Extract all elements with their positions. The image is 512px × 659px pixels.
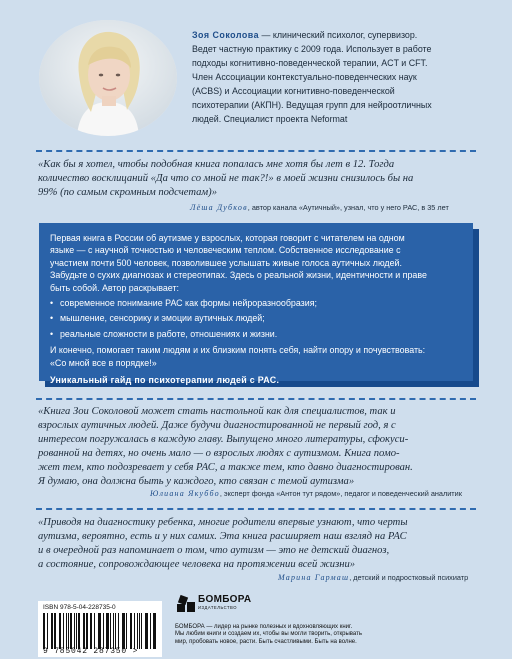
quote-line: «Приводя на диагностику ребенка, многие родители впервые узнают, что черты — [38, 517, 408, 528]
quote-line: а состояние, сопровождающее человека на протяжении всей жизни» — [38, 559, 356, 570]
quote-line: жет тем, кто подозревает у себя РАС, а также тем, кто давно диагностирован. — [38, 462, 413, 473]
barcode-bar — [91, 613, 92, 649]
list-item: • реальные сложности в работе, отношениях и жизни. — [50, 328, 463, 340]
quote-line: аутизма, вероятно, есть и у них самих. Эта книга расширяет наш взгляд на РАС — [38, 531, 407, 542]
bio-line: Ведет частную практику с 2009 года. Использует в работе — [192, 44, 432, 54]
quote-author-role: , автор канала «Аутичный», узнал, что у него РАС, в 35 лет — [247, 203, 449, 212]
quote-line: и в очередной раз напоминает о том, что аутизм — это не детский диагноз, — [38, 545, 390, 556]
list-item: • современное понимание РАС как формы нейроразнообразия; — [50, 297, 463, 309]
barcode-bar — [94, 613, 95, 649]
author-photo — [39, 20, 177, 136]
barcode-bar — [141, 613, 142, 649]
panel-intro-line: Первая книга в России об аутизме у взрослых, которая говорит с читателем на одном — [50, 233, 405, 243]
barcode-bar — [126, 613, 127, 649]
quote-line: взрослых аутичных людей. Даже будучи диагностированной не первый год, я с — [38, 420, 396, 431]
barcode-bar — [63, 613, 64, 649]
author-name: Зоя Соколова — [192, 30, 260, 40]
barcode-bar — [134, 613, 135, 649]
panel-outro-line: «Со мной все в порядке!» — [50, 357, 157, 368]
barcode-bar — [68, 613, 69, 649]
barcode-bar — [107, 613, 108, 649]
quote-line: «Книга Зои Соколовой может стать настольной как для специалистов, так и — [38, 406, 396, 417]
review-quote — [38, 405, 478, 489]
quote-line: количество восклицаний «Да что со мной не так?!» в моей жизни снизилось бы на — [38, 173, 414, 184]
quote-line: рованной на детях, но очень мало — о взрослых людях с аутизмом. Книга помо- — [38, 448, 400, 459]
barcode-bar — [78, 613, 80, 649]
quote-attribution — [150, 489, 462, 498]
panel-tagline: Уникальный гайд по психотерапии людей с РАС. — [50, 375, 280, 386]
barcode-bar — [86, 613, 87, 649]
panel-intro-line: Забудьте о сухих диагнозах и стереотипах. Здесь о реальной жизни, идентичности и праве — [50, 270, 427, 281]
barcode-digits: 9 785042 287350 > — [43, 647, 139, 656]
barcode-bar — [154, 613, 155, 649]
divider — [36, 150, 476, 152]
barcode-bar — [131, 613, 132, 649]
barcode-bars — [43, 613, 157, 649]
barcode — [38, 601, 162, 657]
publisher-desc-line: Мы любим книги и создаем их, чтобы вы могли творить, открывать — [175, 631, 362, 638]
quote-line: интересом погружалась в каждую главу. Выпущено много литературы, сфокуси- — [38, 434, 409, 445]
feature-list — [50, 297, 463, 340]
barcode-bar — [110, 613, 111, 649]
publisher-desc-line: мир, пробовать новое, расти. Быть счастливыми. Быть на волне. — [175, 638, 357, 645]
divider — [36, 508, 476, 510]
isbn-label: ISBN 978-5-04-228735-0 — [43, 604, 116, 611]
quote-attribution — [190, 203, 449, 212]
barcode-bar — [70, 613, 71, 649]
quote-author-role: , детский и подростковый психиатр — [349, 573, 469, 582]
bio-line: людей. Специалист проекта Neformat — [192, 114, 348, 124]
barcode-bar — [123, 613, 125, 649]
quote-line: 99% (по самым скромным подсчетам)» — [38, 187, 218, 198]
barcode-bar — [118, 613, 119, 649]
bio-line: (ACBS) и Ассоциации когнитивно-поведенческой — [192, 86, 395, 96]
barcode-bar — [76, 613, 77, 649]
quote-line: Я думаю, она должна быть у каждого, кто связан с темой аутизма» — [38, 476, 355, 487]
barcode-bar — [44, 613, 45, 649]
panel-intro-line: участием почти 500 человек, позволившее услышать живые голоса аутичных людей. — [50, 257, 402, 268]
barcode-bar — [103, 613, 104, 649]
barcode-bar — [115, 613, 116, 649]
list-item: • мышление, сенсорику и эмоции аутичных людей; — [50, 312, 463, 324]
author-bio — [192, 28, 492, 126]
bio-line: Член Ассоциации контекстуально-поведенческих наук — [192, 72, 417, 82]
quote-attribution — [278, 573, 468, 582]
panel-outro-line: И конечно, помогает таким людям и их близким понять себя, найти опору и почувствовать: — [50, 345, 426, 356]
description-panel — [39, 223, 473, 386]
panel-intro-line: языке — с научной точностью и человеческим теплом. Собственное исследование с — [50, 245, 401, 256]
review-quote — [38, 158, 478, 200]
publisher-name: БОМБОРА — [198, 594, 252, 605]
divider — [36, 398, 476, 400]
barcode-bar — [99, 613, 101, 649]
author-block — [0, 0, 512, 150]
bio-line: — клинический психолог, супервизор. — [259, 30, 418, 40]
quote-author: Марина Гармаш — [278, 573, 350, 582]
quote-author: Юлиана Якуббо — [150, 489, 220, 498]
barcode-bar — [150, 613, 151, 649]
barcode-bar — [60, 613, 61, 649]
publisher-desc-line: БОМБОРА — лидер на рынке полезных и вдохновляющих книг. — [175, 624, 353, 630]
bio-line: психотерапии (АКПН). Ведущая групп для нейроотличных — [192, 100, 432, 110]
barcode-bar — [139, 613, 140, 649]
barcode-bar — [54, 613, 56, 649]
barcode-bar — [146, 613, 148, 649]
publisher-description — [175, 624, 475, 646]
panel-intro-line: быть собой. Автор раскрывает: — [50, 282, 179, 293]
publisher-subtitle: ИЗДАТЕЛЬСТВО — [198, 605, 237, 610]
quote-line: «Как бы я хотел, чтобы подобная книга попалась мне хотя бы лет в 12. Тогда — [38, 159, 395, 170]
barcode-bar — [84, 613, 85, 649]
bio-line: подходы когнитивно-поведенческой терапии, ACT и CFT. — [192, 58, 428, 68]
quote-author: Лёша Дубков — [190, 203, 248, 212]
quote-author-role: , эксперт фонда «Антон тут рядом», педагог и поведенческий аналитик — [219, 489, 462, 498]
review-quote — [38, 516, 478, 572]
barcode-bar — [47, 613, 48, 649]
barcode-bar — [52, 613, 53, 649]
